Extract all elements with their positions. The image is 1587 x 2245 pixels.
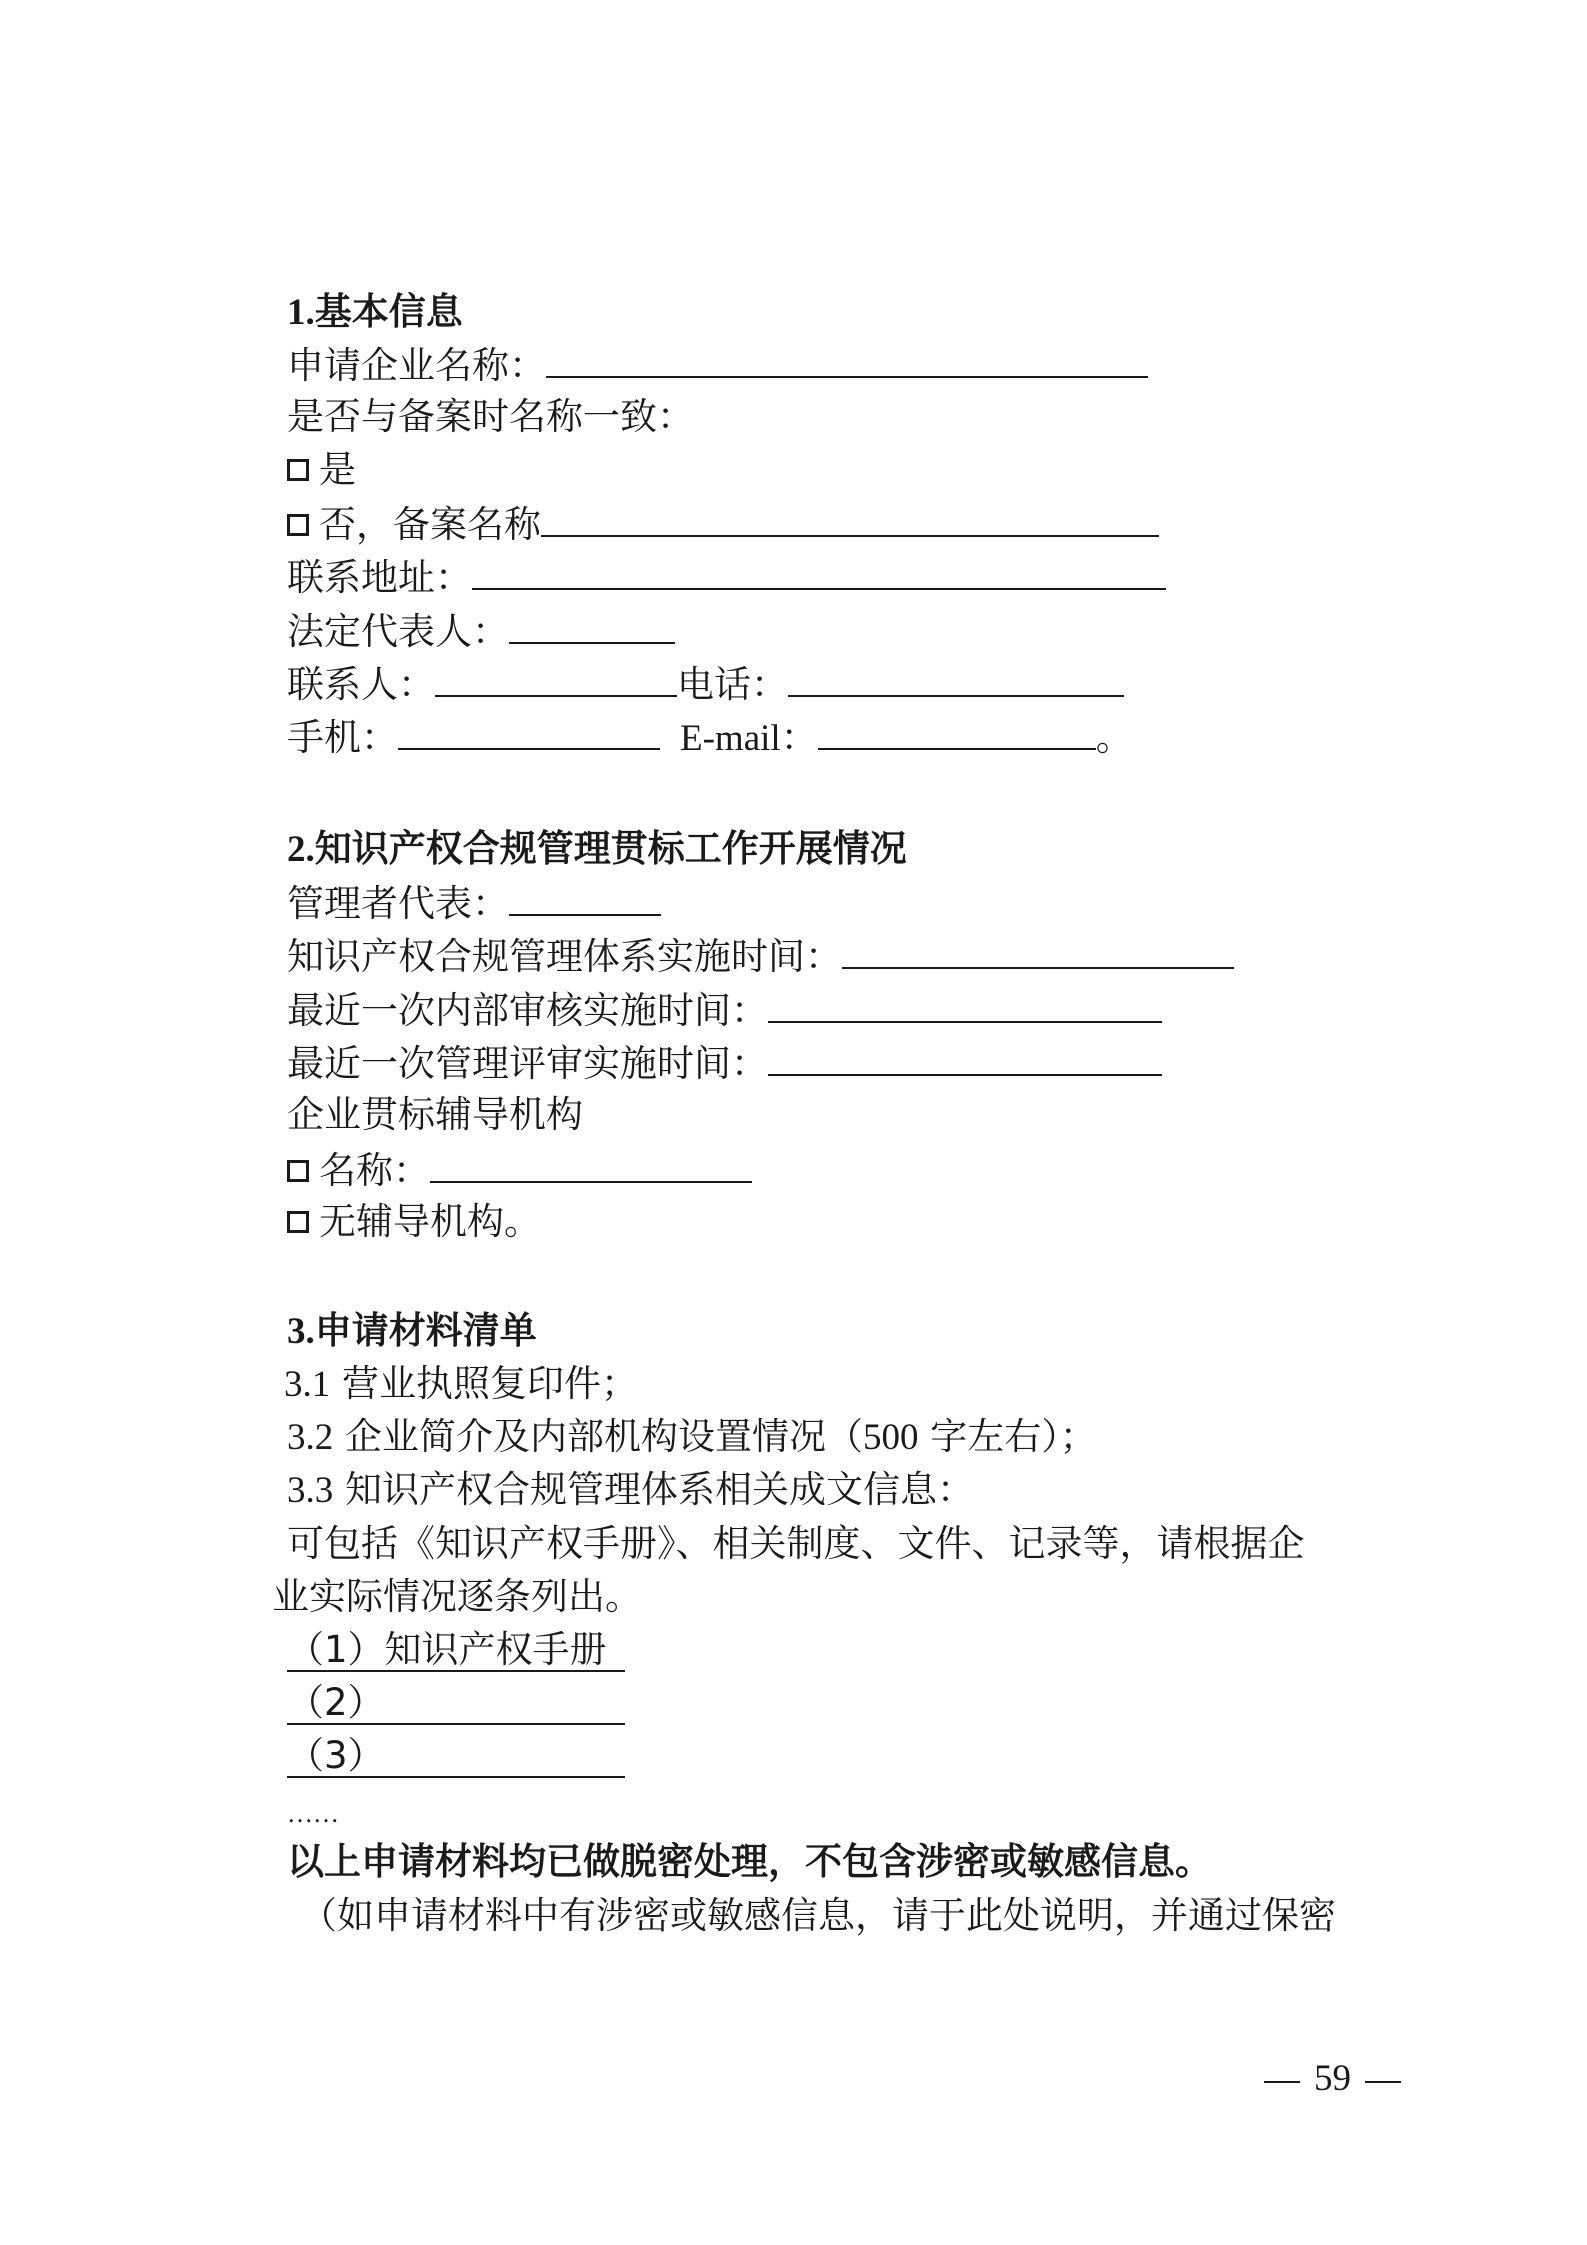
- list-item[interactable]: （1）知识产权手册: [287, 1626, 625, 1684]
- agency-label: 企业贯标辅导机构: [287, 1093, 583, 1136]
- mgmt-rep-label: 管理者代表：: [287, 882, 509, 925]
- list-intro-line-1: 可包括《知识产权手册》、相关制度、文件、记录等，请根据企: [287, 1522, 1305, 1565]
- section3-heading: 3.申请材料清单: [287, 1309, 537, 1352]
- system-time-field[interactable]: [842, 931, 1234, 969]
- legal-rep-row: [287, 606, 675, 656]
- email-label: E-mail：: [680, 718, 818, 759]
- item-3-3: 3.3 知识产权合规管理体系相关成文信息：: [287, 1468, 975, 1511]
- mgmt-rep-field[interactable]: [509, 878, 661, 916]
- phone-field[interactable]: [788, 659, 1124, 697]
- agency-name-field[interactable]: [430, 1145, 752, 1183]
- contact-label: 联系人：: [287, 663, 435, 706]
- no-checkbox[interactable]: [287, 514, 309, 536]
- agency-name-checkbox[interactable]: [287, 1160, 309, 1182]
- no-agency-row: [287, 1198, 541, 1246]
- review-time-field[interactable]: [768, 1038, 1162, 1076]
- mobile-field[interactable]: [398, 712, 660, 750]
- agency-name-row: [287, 1145, 752, 1195]
- option-no-row: [287, 499, 1159, 549]
- option-no-label: 否，备案名称: [319, 503, 541, 546]
- audit-time-row: [287, 985, 1162, 1035]
- page-number: 59: [1250, 2055, 1415, 2103]
- declaration: 以上申请材料均已做脱密处理，不包含涉密或敏感信息。: [287, 1840, 1212, 1883]
- address-field[interactable]: [472, 552, 1166, 590]
- mgmt-rep-row: [287, 878, 661, 928]
- no-agency-label: 无辅导机构。: [319, 1200, 541, 1243]
- note-line: （如申请材料中有涉密或敏感信息，请于此处说明，并通过保密: [300, 1894, 1336, 1937]
- section2-heading: 2.知识产权合规管理贯标工作开展情况: [287, 827, 907, 870]
- phone-label: 电话：: [677, 663, 788, 706]
- system-time-row: [287, 931, 1234, 981]
- review-time-row: [287, 1038, 1162, 1088]
- review-time-label: 最近一次管理评审实施时间：: [287, 1042, 768, 1085]
- item-3-1: 3.1 营业执照复印件；: [284, 1362, 639, 1405]
- company-name-row: [287, 340, 1148, 390]
- left-dash: [1264, 2081, 1300, 2083]
- system-time-label: 知识产权合规管理体系实施时间：: [287, 935, 842, 978]
- item-3-2: 3.2 企业简介及内部机构设置情况（500 字左右）；: [287, 1415, 1097, 1458]
- company-name-field[interactable]: [546, 340, 1148, 378]
- no-agency-checkbox[interactable]: [287, 1211, 309, 1233]
- option-yes-row: [287, 446, 356, 494]
- list-item[interactable]: （3）: [287, 1732, 625, 1790]
- mobile-label: 手机：: [287, 716, 398, 759]
- audit-time-label: 最近一次内部审核实施时间：: [287, 989, 768, 1032]
- mobile-email-row: [287, 712, 1133, 763]
- list-item[interactable]: （2）: [287, 1679, 625, 1737]
- section1-heading: 1.基本信息: [287, 290, 463, 333]
- agency-name-label: 名称：: [319, 1149, 430, 1192]
- right-dash: [1365, 2081, 1401, 2083]
- legal-rep-field[interactable]: [509, 606, 675, 644]
- company-name-label: 申请企业名称：: [287, 344, 546, 387]
- end-mark: 。: [1095, 716, 1133, 759]
- ellipsis: ……: [287, 1799, 339, 1828]
- legal-rep-label: 法定代表人：: [287, 610, 509, 653]
- address-label: 联系地址：: [287, 556, 472, 599]
- address-row: [287, 552, 1166, 602]
- record-name-field[interactable]: [541, 499, 1159, 537]
- same-as-record-label: 是否与备案时名称一致：: [287, 395, 694, 438]
- option-yes-label: 是: [319, 448, 356, 491]
- audit-time-field[interactable]: [768, 985, 1162, 1023]
- list-intro-line-2: 业实际情况逐条列出。: [272, 1575, 642, 1618]
- email-field[interactable]: [818, 712, 1096, 750]
- contact-field[interactable]: [435, 659, 677, 697]
- yes-checkbox[interactable]: [287, 459, 309, 481]
- contact-row: [287, 659, 1124, 709]
